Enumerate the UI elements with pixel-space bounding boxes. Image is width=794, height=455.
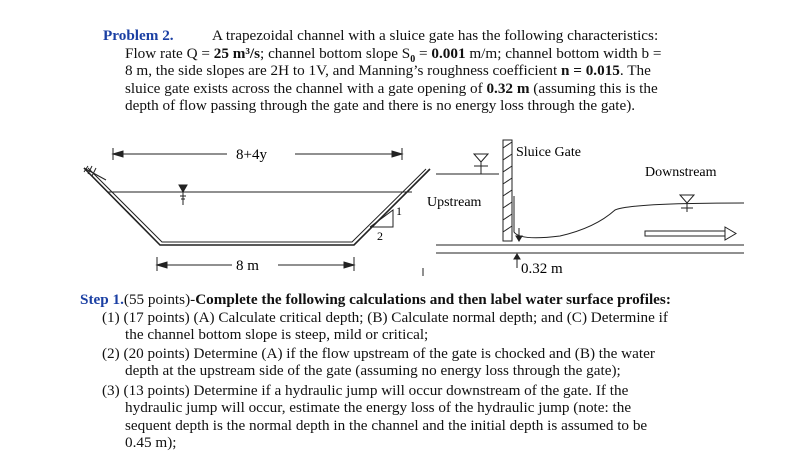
- downstream-label: Downstream: [645, 165, 717, 180]
- text-fragment: Flow rate Q =: [125, 44, 214, 62]
- step-points: (55 points)-: [123, 291, 196, 308]
- text-fragment: m/m; channel bottom width b =: [465, 44, 662, 62]
- arrowhead: [113, 151, 123, 157]
- step-heading: [80, 291, 720, 309]
- list-item-line: (2) (20 points) Determine (A) if the flow upstream of the gate is chocked and (B) the water: [102, 345, 655, 362]
- manning-n-value: n = 0.015: [561, 62, 620, 79]
- arrowhead: [392, 151, 402, 157]
- list-item-line: the channel bottom slope is steep, mild or critical;: [125, 326, 429, 344]
- slope-value: 0.001: [431, 44, 466, 62]
- text-fragment: (assuming this is the: [529, 79, 658, 97]
- slope-vertical-label: 1: [396, 204, 402, 218]
- sluice-gate-label: Sluice Gate: [516, 145, 581, 160]
- arrowhead: [514, 254, 520, 259]
- water-level-icon: [179, 185, 187, 192]
- flow-arrow-head: [725, 227, 736, 240]
- problem-label: Problem 2.: [103, 27, 174, 44]
- list-item-line: (3) (13 points) Determine if a hydraulic jump will occur downstream of the gate. If the: [102, 382, 629, 399]
- slope-subscript: 0: [410, 53, 416, 65]
- trapezoid-inner: [88, 168, 426, 242]
- water-level-icon: [680, 195, 694, 203]
- list-item: [102, 309, 702, 344]
- step-title: Complete the following calculations and then label water surface profiles:: [195, 291, 671, 308]
- list-item-line: hydraulic jump will occur, estimate the energy loss of the hydraulic jump (note: the: [125, 399, 632, 417]
- arrowhead: [157, 262, 167, 268]
- gate-opening-label: 0.32 m: [521, 261, 563, 277]
- upstream-label: Upstream: [427, 195, 482, 210]
- list-item-line: sequent depth is the normal depth in the channel and the initial depth is assumed to be: [125, 416, 648, 434]
- arrowhead: [344, 262, 354, 268]
- list-item: [102, 345, 702, 380]
- flow-rate-value: 25 m³/s: [213, 44, 261, 62]
- problem-text-line5: depth of flow passing through the gate and there is no energy loss through the gate).: [125, 97, 636, 114]
- top-width-label: 8+4y: [236, 147, 267, 163]
- text-fragment: . The: [619, 62, 651, 79]
- water-profile: [514, 196, 744, 238]
- step-label: Step 1.: [80, 291, 124, 308]
- list-item: [102, 382, 702, 452]
- list-item-line: depth at the upstream side of the gate (assuming no energy loss through the gate);: [125, 362, 621, 380]
- text-fragment: 8 m, the side slopes are 2H to 1V, and Manning’s roughness coefficient: [125, 62, 562, 79]
- list-item-line: (1) (17 points) (A) Calculate critical depth; (B) Calculate normal depth; and (C) Determine if: [102, 309, 668, 326]
- flow-arrow-shaft: [645, 231, 725, 236]
- slope-horizontal-label: 2: [377, 229, 383, 243]
- arrowhead: [516, 236, 522, 241]
- bottom-width-label: 8 m: [236, 258, 259, 274]
- list-item-line: 0.45 m);: [125, 434, 177, 452]
- problem-text-line1: A trapezoidal channel with a sluice gate has the following characteristics:: [212, 27, 659, 44]
- text-fragment: ; channel bottom slope S: [260, 44, 411, 62]
- water-level-icon: [474, 154, 488, 162]
- text-fragment: sluice gate exists across the channel with a gate opening of: [125, 79, 487, 97]
- gate-opening-value: 0.32 m: [486, 79, 530, 97]
- text-fragment: =: [415, 44, 432, 62]
